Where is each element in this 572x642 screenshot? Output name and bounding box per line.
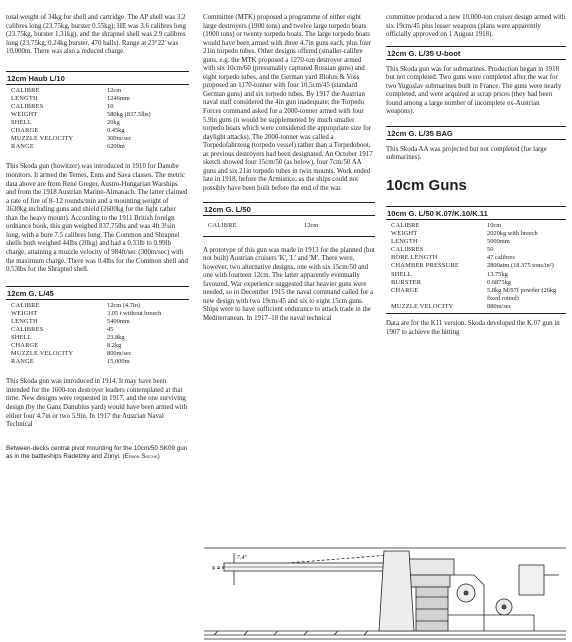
hatch-mark [304,631,308,635]
section-12cm-l50 [203,202,375,323]
spec-key: SHELL [11,119,32,127]
spec-value: 50 [487,246,494,254]
spec-key: LENGTH [391,238,418,246]
spec-table [391,222,566,311]
section-body: This Skoda gun (howitzer) was introduced in 1910 for Danube monitors. It armed the Temes, Enns and Sava classes. The metric data above are from René Greger, Austro-Hungarian Warships and from the 1918 Austrian Marine-Almanach. The latter claimed a rate of fire of 8–12 rounds/min and a mounting weight of 3630kg including guns and shield (2600kg for the light rather than the heavy mount). According to the 1911 British foreign ordnance book, this gun weighed 837.75lbs and was 4ft 3¼in long, with a bore 7.5 calibres long. The Common and Shrapnel shells both weighed 44lbs (20kg) and had a 0.33lb to 0.99lb charge, attaining a muzzle velocity of 984ft/sec (300m/sec) with the maximum charge. There was 0.4lbs for the Common shell and 0.53lbs for the Shrapnel shell. [6,163,188,274]
spec-key: CALIBRES [11,102,44,110]
mounting-frame [454,575,484,631]
section-10cm-l50 [386,206,566,337]
spec-value: 5.8kg M/97f powder (26kg fixed round) [487,286,557,302]
spec-row [391,222,566,230]
section-body: A prototype of this gun was made in 1913 for the planned (but not built) Austrian cruisers 'K', 'L' and 'M'. There were, however, two alternative designs, one with six 15cm/50 and one with fourteen 12cm. The latter apparently eventually favoured. War experience suggested that heavier guns were needed, so in December 1915 the naval command called for a new design with two 19cm/45 and six to eight 15cm guns. Ships were to have sufficient endurance to attack trade in the Mediterranean. In 1917–18 the naval technical [203,246,375,322]
spec-row [11,358,161,366]
spec-table [208,222,318,230]
section-heading: 12cm G. L/50 [203,202,375,216]
spec-row [391,238,566,246]
spec-value: 800m/sec [107,350,132,358]
spec-value: 45 [107,325,114,333]
spec-row [11,143,151,151]
section-heading: 12cm G. L/45 [6,286,189,300]
spec-key: CALIBRES [391,246,424,254]
spec-row [391,303,566,311]
spec-value: 3.05 t without breech [107,309,162,317]
caption-text: Between-decks central pivot mounting for the 10cm/50 SK09 gun as in the battleships Radetzky and Zrinyi. [6,444,188,460]
spec-key: WEIGHT [391,230,418,238]
spec-value: 0.45kg [107,127,125,135]
column-left [6,0,189,461]
spec-value: 580kg (837.5lbs) [107,111,151,119]
spec-key: CALIBRE [208,222,237,230]
section-12cm-l45 [6,286,189,430]
spec-key: WEIGHT [11,309,38,317]
spec-value: 2020kg with breech [487,230,538,238]
spec-value: 12cm [304,222,319,230]
spec-key: MUZZLE VELOCITY [11,135,74,143]
spec-value: 23.8kg [107,333,125,341]
section-heading: 12cm Haub L/10 [6,71,189,85]
spec-key: CHARGE [11,127,39,135]
spec-value: 15,000m [107,358,130,366]
spec-key: SHELL [391,270,412,278]
section-body: This Skoda AA was projected but not completed (for large submarines). [386,145,547,162]
column-middle [203,0,375,324]
spec-row [11,95,151,103]
section-body: This Skoda gun was introduced in 1914. It may have been intended for the 1600-ton destroyer leaders contemplated at that time. New designs were requested in 1917, and the one surviving design (by the Ganz Danubius yard) would have been armed with either four 4.7in or two 5.9in. In 1917 the Austrian Naval Technical [6,378,188,429]
figure-caption [6,445,189,461]
spec-row [11,342,161,350]
spec-key: LENGTH [11,317,38,325]
spec-value: 20kg [107,119,120,127]
spec-value: 12cm (4.7in) [107,301,141,309]
spec-key: BURSTER [391,278,422,286]
spec-row [391,287,566,303]
spec-value: 12cm [107,86,122,94]
section-rule [203,236,375,237]
intro-paragraph: total weight of 34kg for shell and cartridge. The AP shell was 3.2 calibres long (23.75kg, burster 0.55kg); HE was 3.6 calibres long (23.75kg, burster 1.31kg), and the shrapnel shell was 2.9 calibres long (23.75kg, 0.24kg burster, 470 balls). Range at 23°22' was 10,000m. There was also a reduced charge. [6,14,187,56]
spec-row [11,87,151,95]
spec-row [391,271,566,279]
hatch-mark [274,631,278,635]
spec-value: 10 [107,102,114,110]
spec-value: 5400mm [107,317,130,325]
chapter-title: 10cm Guns [386,177,467,195]
handwheel-hub [502,605,506,609]
spec-row [11,135,151,143]
spec-value: 1246mm [107,94,130,102]
angle-label: 7.4° [237,555,247,561]
spec-key: MUZZLE VELOCITY [11,350,74,358]
spec-key: CALIBRE [11,301,40,309]
section-heading: 10cm G. L/50 K.07/K.10/K.11 [386,206,566,220]
spec-row [208,222,318,230]
handwheel-hub [464,591,468,595]
spec-value: 8.2kg [107,342,122,350]
spec-row [11,326,161,334]
section-heading: 12cm G. L/35 U-boot [386,46,566,60]
spec-row [391,262,566,270]
spec-key: WEIGHT [11,111,38,119]
spec-value: 13.75kg [487,270,508,278]
spec-row [11,111,151,119]
spec-key: CALIBRE [391,222,420,230]
hatch-mark [334,631,338,635]
spec-row [11,103,151,111]
spec-value: 6200m [107,143,125,151]
spec-key: LENGTH [11,94,38,102]
spec-key: SHELL [11,333,32,341]
spec-row [391,254,566,262]
gun-mounting-drawing [204,545,566,642]
spec-table [11,302,161,367]
spec-key: RANGE [11,143,35,151]
spec-row [391,279,566,287]
spec-key: BORE LENGTH [391,254,438,262]
spec-row [11,119,151,127]
spec-value: 300m/sec [107,135,132,143]
spec-key: CALIBRES [11,325,44,333]
section-body: Data are for the K11 version. Skoda developed the K.07 gun in 1907 to achieve the hitting [386,320,560,336]
spec-value: 0.6875kg [487,278,511,286]
spec-key: MUZZLE VELOCITY [391,302,454,310]
spec-row [11,334,161,342]
section-rule [386,313,566,314]
sight-box [519,565,544,595]
spec-row [11,310,161,318]
spec-row [11,318,161,326]
gun-shield [379,551,414,631]
spec-row [11,350,161,358]
section-12cm-l35-bag [386,126,566,163]
spec-value: 47 calibres [487,254,515,262]
hatch-mark [244,631,248,635]
hatch-mark [214,631,218,635]
spec-row [391,230,566,238]
spec-row [11,127,151,135]
spec-table [11,87,151,152]
section-heading: 12cm G. L/35 BAG [386,126,566,140]
mounting-frame [448,615,534,631]
spec-key: CHAMBER PRESSURE [391,262,460,270]
spec-row [11,302,161,310]
spec-key: CHARGE [11,342,39,350]
section-12cm-haub [6,71,189,275]
body-paragraph: committee produced a new 10,000-ton cruiser design armed with six 19cm/45 plus lesser weapons (plans were apparently officially approved on 1 August 1918). [386,14,566,39]
spec-key: CHARGE [391,286,419,294]
spec-value: 10cm [487,222,502,230]
spec-value: 2800atm (18.375 tons/in²) [487,262,554,270]
hatch-mark [364,631,368,635]
caption-credit: (Erwin Sieche) [122,452,160,460]
spec-row [391,246,566,254]
body-paragraph: Committee (MTK) proposed a programme of either eight large destroyers (1900 tons) and twelve large torpedo boats (1000 tons) or twenty torpedo boats. The large torpedo boats would have been armed with three 4.7in guns each, plus four 21in torpedo tubes. Other designs offered (smaller-calibre guns, e.g. the MTK proposed a 1270-ton destroyer armed with six 10cm/60 (presumably captured Russian guns) and eight torpedo tubes, and the German yard Blohm & Voss proposed an 1170-tonner with four 10.5cm/45 (standard German guns) and six torpedo tubes. By 1917 the Austrian naval staff considered the 4in gun inadequate; the Torpedo Forces command asked for a 2000-tonner armed with four 5.9in guns (it would be supplemented by much smaller torpedo boats which were considered the appropriate size for daylight attacks). The 2000-tonner was called a Torpedofahrzeug (torpedo vessel) rather than a Torpedoboot, as previous destroyers had been designated. An October 1917 sketch showed four 15cm/50 (as below), four 7cm/50 AA guns and six 21in torpedo tubes in twin mounts. Work ended late in 1918, before the Armistice, as the ships could not possibly have been built before the end of the war. [203,14,373,192]
column-right [386,0,566,337]
spec-value: 880m/sec [487,302,512,310]
section-12cm-l35-uboot [386,46,566,117]
section-body: This Skoda gun was for submarines. Production began in 1918 but not completed. Two guns were completed after the war for two Yugoslav submarines built in France. The guns were nearly completed, and were acquired at scrap prices (they had been found among a large number of incomplete ex-Austrian weapons). [386,65,562,116]
spec-key: RANGE [11,358,35,366]
spec-value: 5000mm [487,238,510,246]
spec-key: CALIBRE [11,86,40,94]
